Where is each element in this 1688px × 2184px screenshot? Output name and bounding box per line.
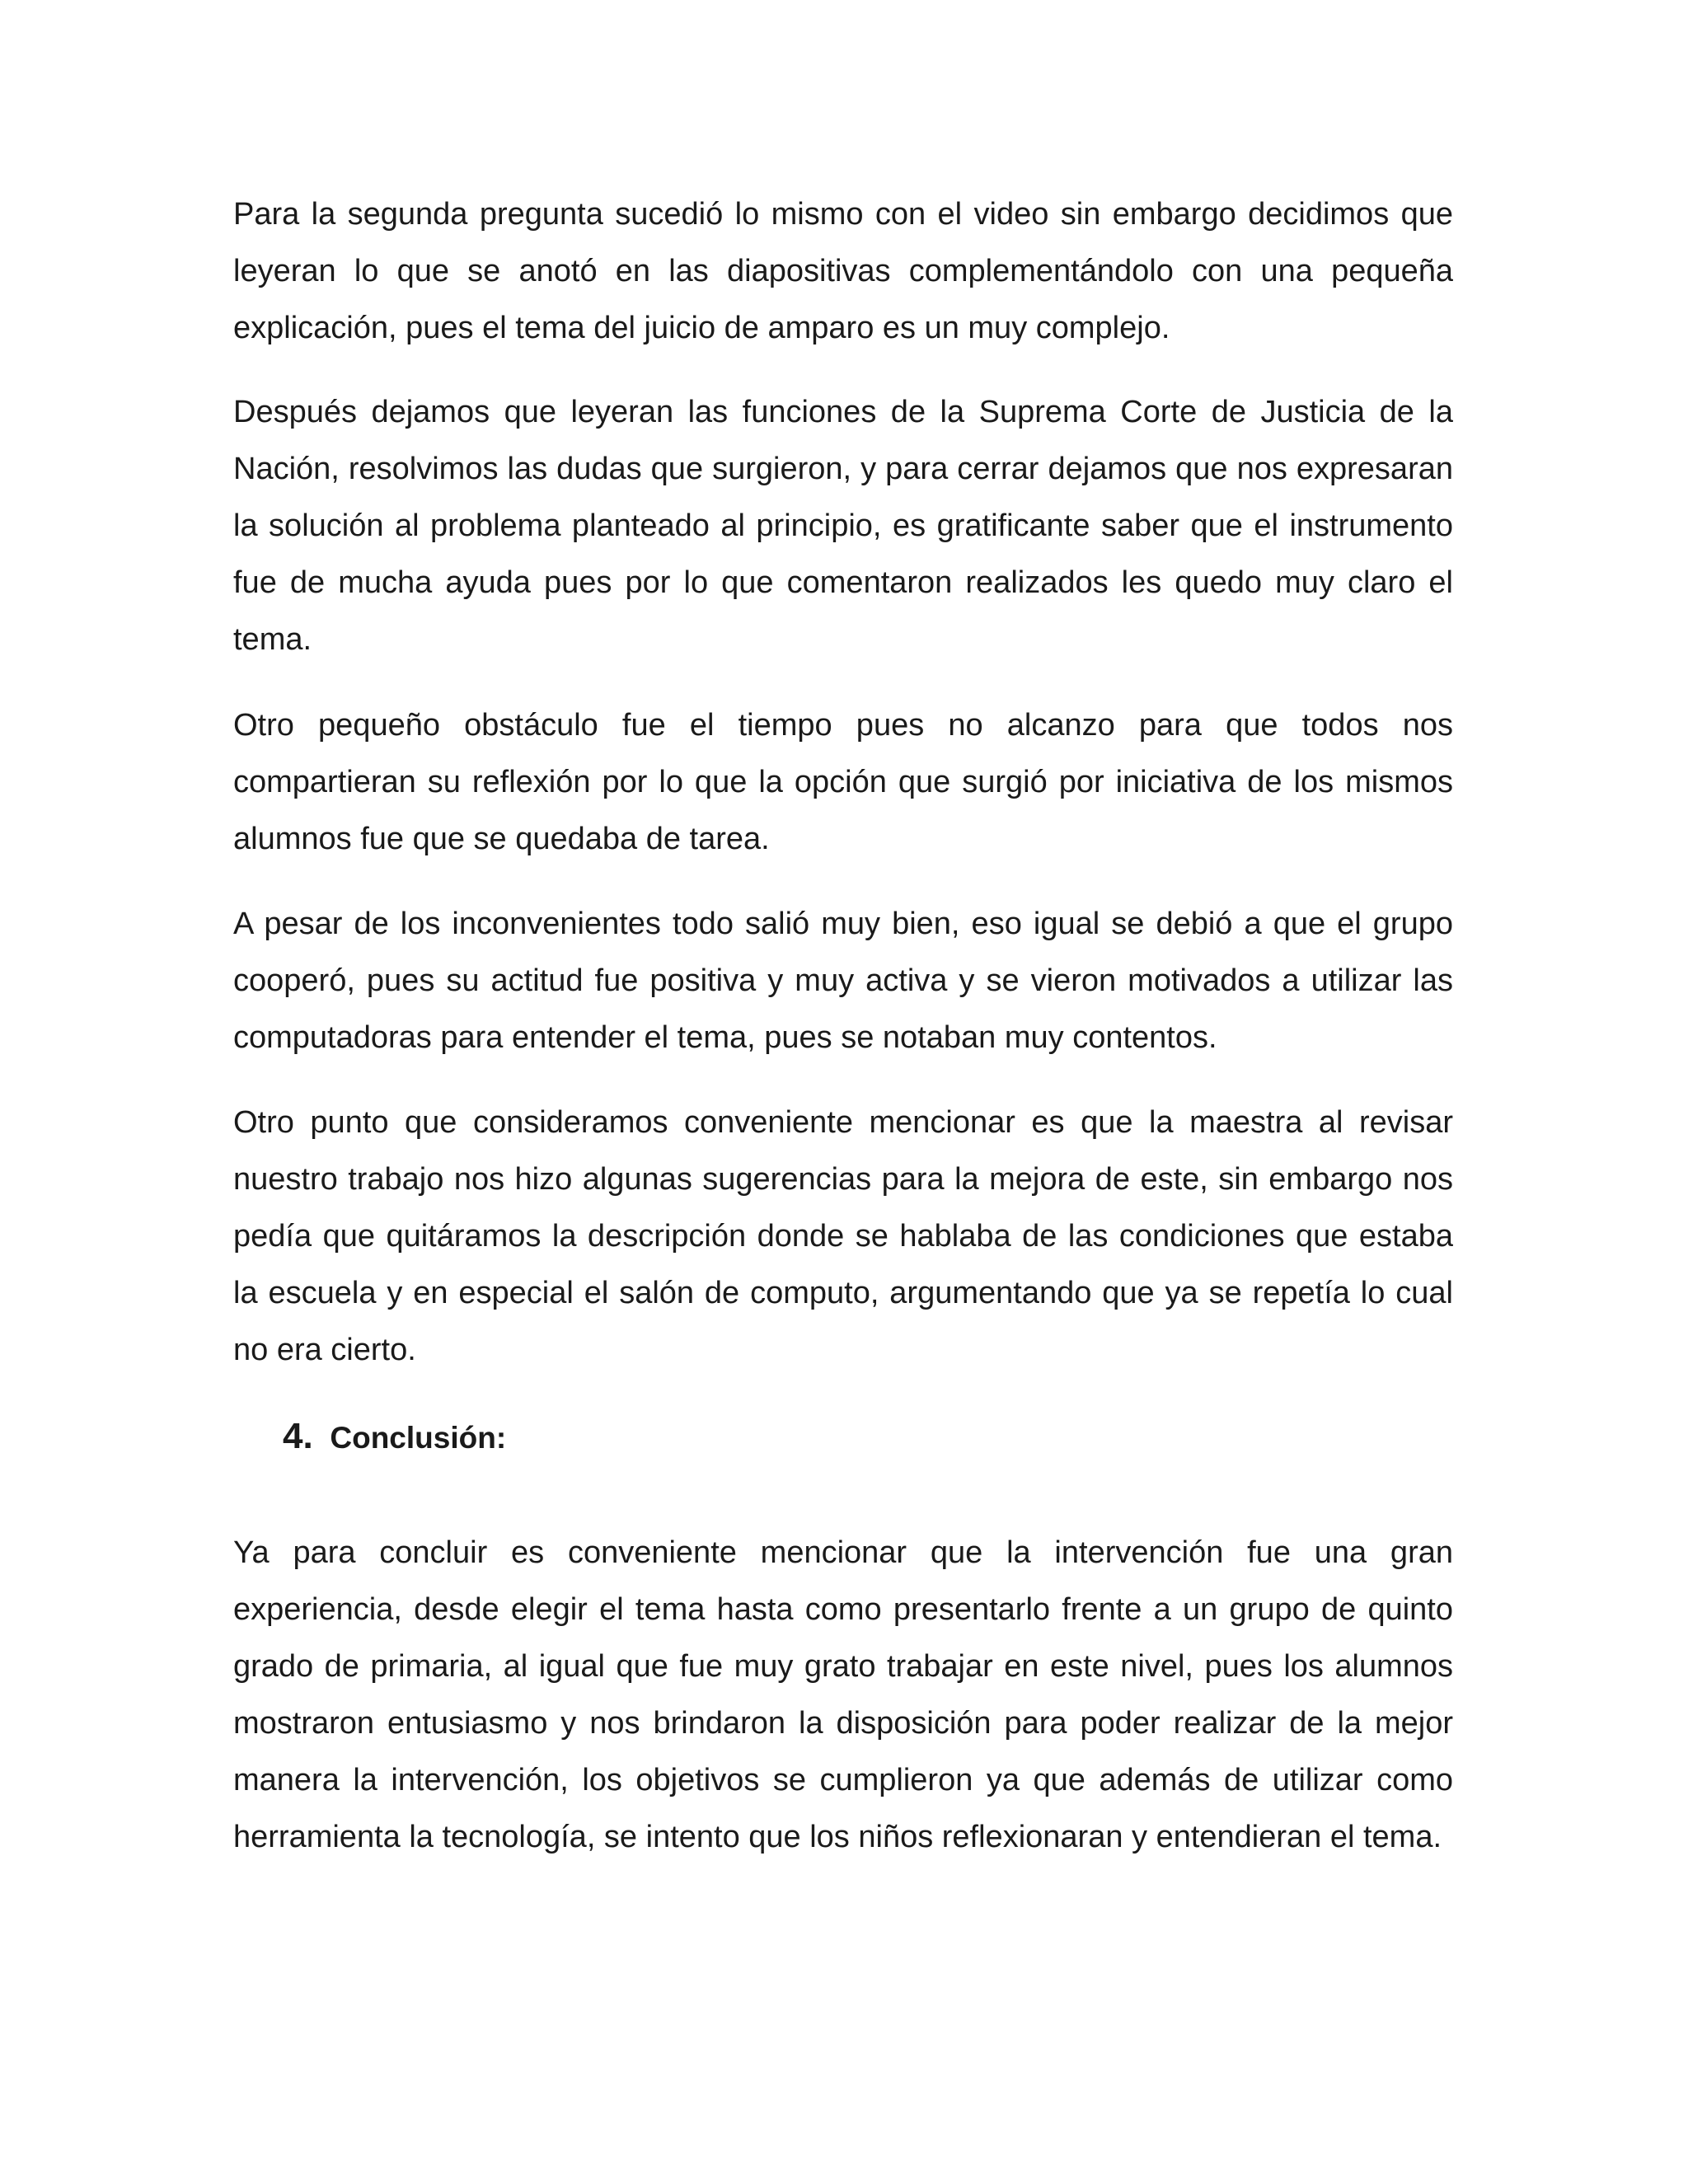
paragraph-teacher-suggestions: Otro punto que consideramos conveniente mencionar es que la maestra al revisar nuestro trabajo nos hizo algunas sugerencias para la mejora de este, sin embargo nos pedía que quitáramos la descripción donde se hablaba de las condiciones que estaba la escuela y en especial el salón de computo, argumentando que ya se repetía lo cual no era cierto. (233, 1105, 1453, 1367)
section-title: Conclusión: (330, 1421, 507, 1455)
paragraph-supreme-court: Después dejamos que leyeran las funciones de la Suprema Corte de Justicia de la Nación, resolvimos las dudas que surgieron, y para cerrar dejamos que nos expresaran la solución al problema planteado al principio, es gratificante saber que el instrumento fue de mucha ayuda pues por lo que comentaron realizados les quedo muy claro el tema. (233, 395, 1453, 657)
section-number: 4. (283, 1416, 313, 1456)
section-heading-conclusion (283, 1413, 506, 1465)
paragraph-conclusion: Ya para concluir es conveniente mencionar que la intervención fue una gran experiencia, desde elegir el tema hasta como presentarlo frente a un grupo de quinto grado de primaria, al igual que fue muy grato trabajar en este nivel, pues los alumnos mostraron entusiasmo y nos brindaron la disposición para poder realizar de la mejor manera la intervención, los objetivos se cumplieron ya que además de utilizar como herramienta la tecnología, se intento que los niños reflexionaran y entendieran el tema. (233, 1535, 1453, 1854)
paragraph-second-question: Para la segunda pregunta sucedió lo mismo con el video sin embargo decidimos que leyeran lo que se anotó en las diapositivas complementándolo con una pequeña explicación, pues el tema del juicio de amparo es un muy complejo. (233, 197, 1453, 345)
paragraph-group-cooperation: A pesar de los inconvenientes todo salió muy bien, eso igual se debió a que el grupo cooperó, pues su actitud fue positiva y muy activa y se vieron motivados a utilizar las computadoras para entender el tema, pues se notaban muy contentos. (233, 907, 1453, 1055)
paragraph-time-obstacle: Otro pequeño obstáculo fue el tiempo pues no alcanzo para que todos nos compartieran su reflexión por lo que la opción que surgió por iniciativa de los mismos alumnos fue que se quedaba de tarea. (233, 708, 1453, 856)
